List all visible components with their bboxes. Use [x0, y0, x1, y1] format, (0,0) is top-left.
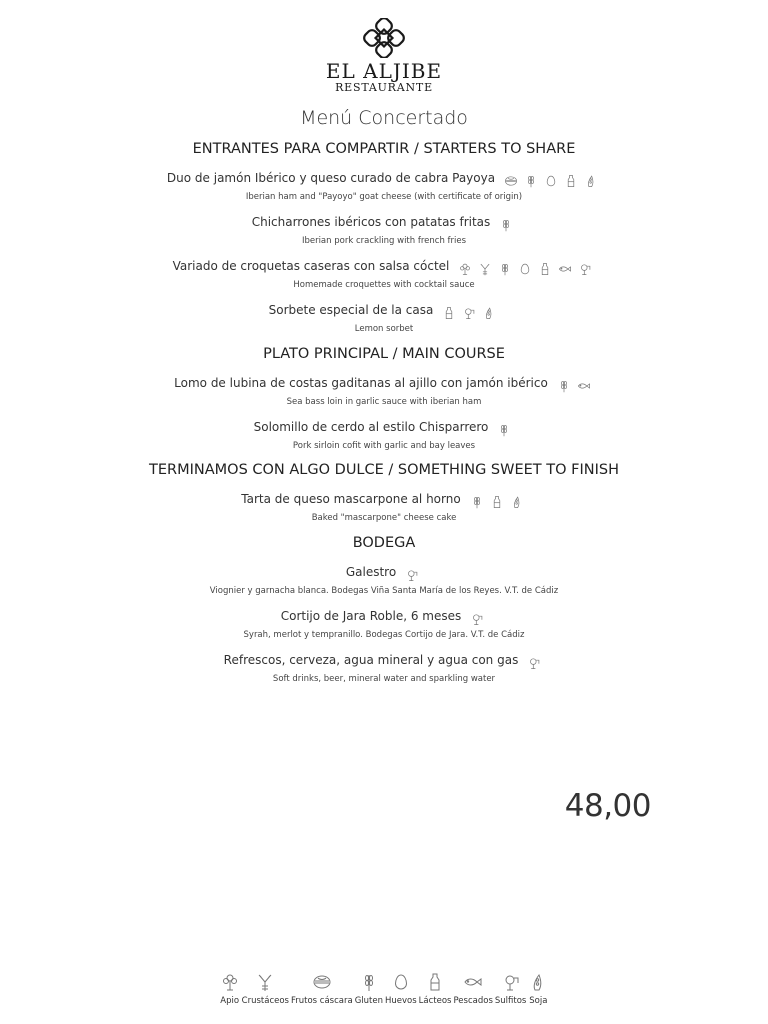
dish-allergens	[494, 422, 514, 437]
knot-logo-icon	[363, 18, 405, 58]
apio-icon	[220, 972, 240, 992]
section-title: BODEGA	[352, 535, 416, 551]
legend-label: Gluten	[354, 996, 383, 1006]
legend-item-lacteos	[419, 972, 452, 1006]
dish-description: Baked "mascarpone" cheese cake	[311, 513, 457, 523]
dish-allergens	[554, 378, 594, 393]
gluten-icon	[470, 495, 484, 509]
frutos-cascara-icon	[504, 174, 518, 188]
dish-item	[0, 259, 768, 276]
soja-icon	[528, 972, 548, 992]
huevos-icon	[544, 174, 558, 188]
dish-name: Lomo de lubina de costas gaditanas al ajillo con jamón ibérico	[174, 376, 548, 390]
restaurant-logo	[0, 18, 768, 94]
dish-item	[0, 420, 768, 437]
dish-allergens	[496, 217, 516, 232]
dish-item	[0, 376, 768, 393]
section-title: ENTRANTES PARA COMPARTIR / STARTERS TO SHARE	[192, 141, 576, 157]
pescados-icon	[558, 262, 572, 276]
dish-item	[0, 171, 768, 188]
menu-price: 48,00	[564, 788, 651, 824]
dish-allergens	[524, 655, 544, 670]
dish-item	[0, 609, 768, 626]
sulfitos-icon	[501, 972, 521, 992]
legend-label: Crustáceos	[241, 996, 289, 1006]
dish-name: Variado de croquetas caseras con salsa cóctel	[172, 259, 450, 273]
dish-description: Iberian ham and "Payoyo" goat cheese (with certificate of origin)	[245, 192, 523, 202]
brand-subtitle: RESTAURANTE	[335, 81, 433, 94]
pescados-icon	[577, 379, 591, 393]
dish-item	[0, 492, 768, 509]
lacteos-icon	[538, 262, 552, 276]
dish-name: Sorbete especial de la casa	[268, 303, 434, 317]
dish-item	[0, 303, 768, 320]
dish-name: Cortijo de Jara Roble, 6 meses	[280, 609, 462, 623]
dish-name: Solomillo de cerdo al estilo Chisparrero	[253, 420, 489, 434]
dish-allergens	[439, 305, 499, 320]
sulfitos-icon	[578, 262, 592, 276]
dish-description: Soft drinks, beer, mineral water and sparkling water	[272, 674, 496, 684]
sulfitos-icon	[470, 612, 484, 626]
legend-item-apio	[220, 972, 240, 1006]
gluten-icon	[499, 218, 513, 232]
gluten-icon	[557, 379, 571, 393]
dish-name: Tarta de queso mascarpone al horno	[241, 492, 461, 506]
dish-allergens	[467, 494, 527, 509]
dish-allergens	[455, 261, 595, 276]
dish-item	[0, 565, 768, 582]
legend-item-pescados	[453, 972, 492, 1006]
dish-name: Chicharrones ibéricos con patatas fritas	[251, 215, 491, 229]
legend-item-frutos-cascara	[291, 972, 353, 1006]
dish-name: Refrescos, cerveza, agua mineral y agua con gas	[223, 653, 519, 667]
gluten-icon	[497, 423, 511, 437]
dish-description: Homemade croquettes with cocktail sauce	[293, 280, 475, 290]
lacteos-icon	[425, 972, 445, 992]
legend-item-gluten	[355, 972, 383, 1006]
dish-description: Sea bass loin in garlic sauce with iberian ham	[286, 397, 482, 407]
lacteos-icon	[490, 495, 504, 509]
soja-icon	[510, 495, 524, 509]
lacteos-icon	[442, 306, 456, 320]
gluten-icon	[524, 174, 538, 188]
huevos-icon	[391, 972, 411, 992]
legend-item-sulfitos	[495, 972, 526, 1006]
soja-icon	[584, 174, 598, 188]
crustaceos-icon	[478, 262, 492, 276]
huevos-icon	[518, 262, 532, 276]
section-title: TERMINAMOS CON ALGO DULCE / SOMETHING SWEET TO FINISH	[149, 462, 619, 478]
dish-item	[0, 653, 768, 670]
sulfitos-icon	[462, 306, 476, 320]
pescados-icon	[463, 972, 483, 992]
legend-item-soja	[528, 972, 548, 1006]
sulfitos-icon	[527, 656, 541, 670]
gluten-icon	[498, 262, 512, 276]
sulfitos-icon	[405, 568, 419, 582]
gluten-icon	[359, 972, 379, 992]
dish-name: Galestro	[345, 565, 397, 579]
soja-icon	[482, 306, 496, 320]
legend-item-huevos	[385, 972, 417, 1006]
legend-label: Sulfitos	[494, 996, 527, 1006]
legend-label: Lácteos	[418, 996, 452, 1006]
menu-title: Menú Concertado	[300, 107, 468, 129]
allergen-legend	[0, 972, 768, 1006]
legend-label: Huevos	[385, 996, 417, 1006]
dish-description: Viognier y garnacha blanca. Bodegas Viña Santa María de los Reyes. V.T. de Cádiz	[209, 586, 559, 596]
dish-allergens	[501, 173, 601, 188]
apio-icon	[458, 262, 472, 276]
section-title: PLATO PRINCIPAL / MAIN COURSE	[263, 346, 505, 362]
legend-label: Frutos cáscara	[290, 996, 353, 1006]
dish-allergens	[467, 611, 487, 626]
legend-label: Soja	[529, 996, 548, 1006]
lacteos-icon	[564, 174, 578, 188]
frutos-cascara-icon	[312, 972, 332, 992]
legend-label: Pescados	[453, 996, 493, 1006]
dish-description: Pork sirloin cofit with garlic and bay leaves	[292, 441, 476, 451]
dish-description: Syrah, merlot y tempranillo. Bodegas Cortijo de Jara. V.T. de Cádiz	[243, 630, 525, 640]
brand-name: EL ALJIBE	[325, 59, 443, 83]
dish-allergens	[402, 567, 422, 582]
dish-description: Iberian pork crackling with french fries	[301, 236, 467, 246]
crustaceos-icon	[255, 972, 275, 992]
legend-label: Apio	[220, 996, 240, 1006]
dish-description: Lemon sorbet	[354, 324, 414, 334]
legend-item-crustaceos	[242, 972, 289, 1006]
dish-name: Duo de jamón Ibérico y queso curado de cabra Payoya	[166, 171, 496, 185]
dish-item	[0, 215, 768, 232]
